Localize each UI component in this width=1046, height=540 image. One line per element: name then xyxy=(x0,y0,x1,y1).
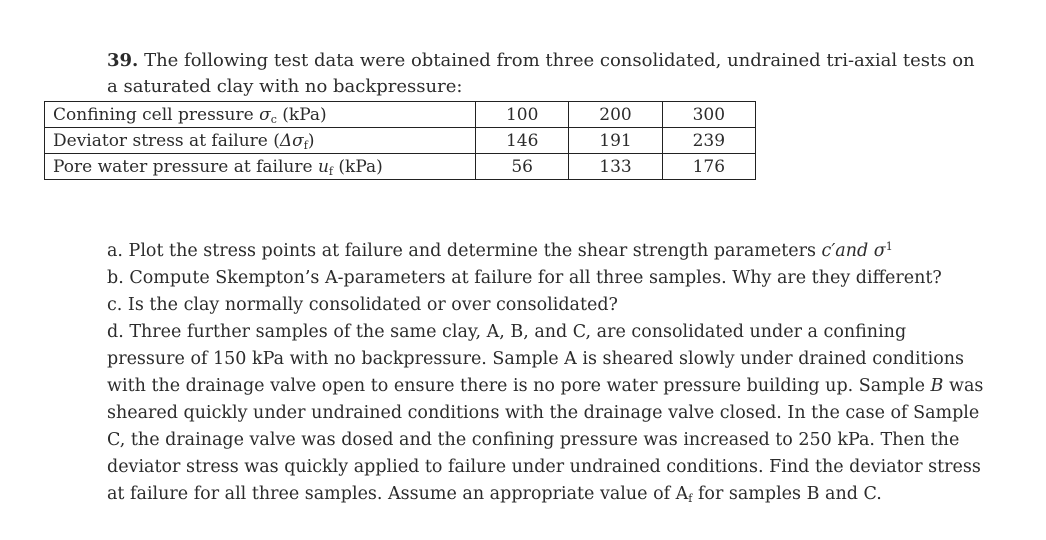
question-b: b. Compute Skempton’s A-parameters at failure for all three samples. Why are they different? xyxy=(107,268,942,288)
table-cell: 239 xyxy=(662,128,755,154)
table-cell: 56 xyxy=(476,154,569,180)
table-cell: 146 xyxy=(476,128,569,154)
test-data-table xyxy=(44,101,756,180)
table-cell: 300 xyxy=(662,102,755,128)
table-cell: 191 xyxy=(569,128,662,154)
table-cell: 100 xyxy=(476,102,569,128)
problem-number: 39. xyxy=(107,50,139,71)
row-label: Confining cell pressure $\sigma_c$ (kPa) xyxy=(45,102,476,128)
question-c: c. Is the clay normally consolidated or over consolidated? xyxy=(107,295,618,315)
problem-intro xyxy=(107,48,987,100)
question-d: d. Three further samples of the same clay, A, B, and C, are consolidated under a confining pressure of 150 kPa with no backpressure. Sample A is sheared slowly under drained conditions with the drainage valve open to ensure there is no pore water pressure building up. Sample B was sheared quickly under undrained conditions with the drainage valve closed. In the case of Sample C, the drainage valve was dosed and the confining pressure was increased to 250 kPa. Then the deviator stress was quickly applied to failure under undrained conditions. Find the deviator stress at failure for all three samples. Assume an appropriate value of $A_f$ for samples B and C. xyxy=(107,322,984,505)
table-cell: 200 xyxy=(569,102,662,128)
question-a: a. Plot the stress points at failure and determine the shear strength parameters c′and $\sigma^1$ xyxy=(107,240,893,261)
row-label: Deviator stress at failure $(\Delta\sigma_f)$ xyxy=(45,128,476,154)
table-row xyxy=(45,102,756,128)
problem-intro-text: The following test data were obtained from three consolidated, undrained tri-axial tests on a saturated clay with no backpressure: xyxy=(107,50,975,97)
table-cell: 133 xyxy=(569,154,662,180)
table-row xyxy=(45,154,756,180)
question-list xyxy=(107,238,987,508)
row-label: Pore water pressure at failure $u_f$ (kPa) xyxy=(45,154,476,180)
table-cell: 176 xyxy=(662,154,755,180)
table-row xyxy=(45,128,756,154)
